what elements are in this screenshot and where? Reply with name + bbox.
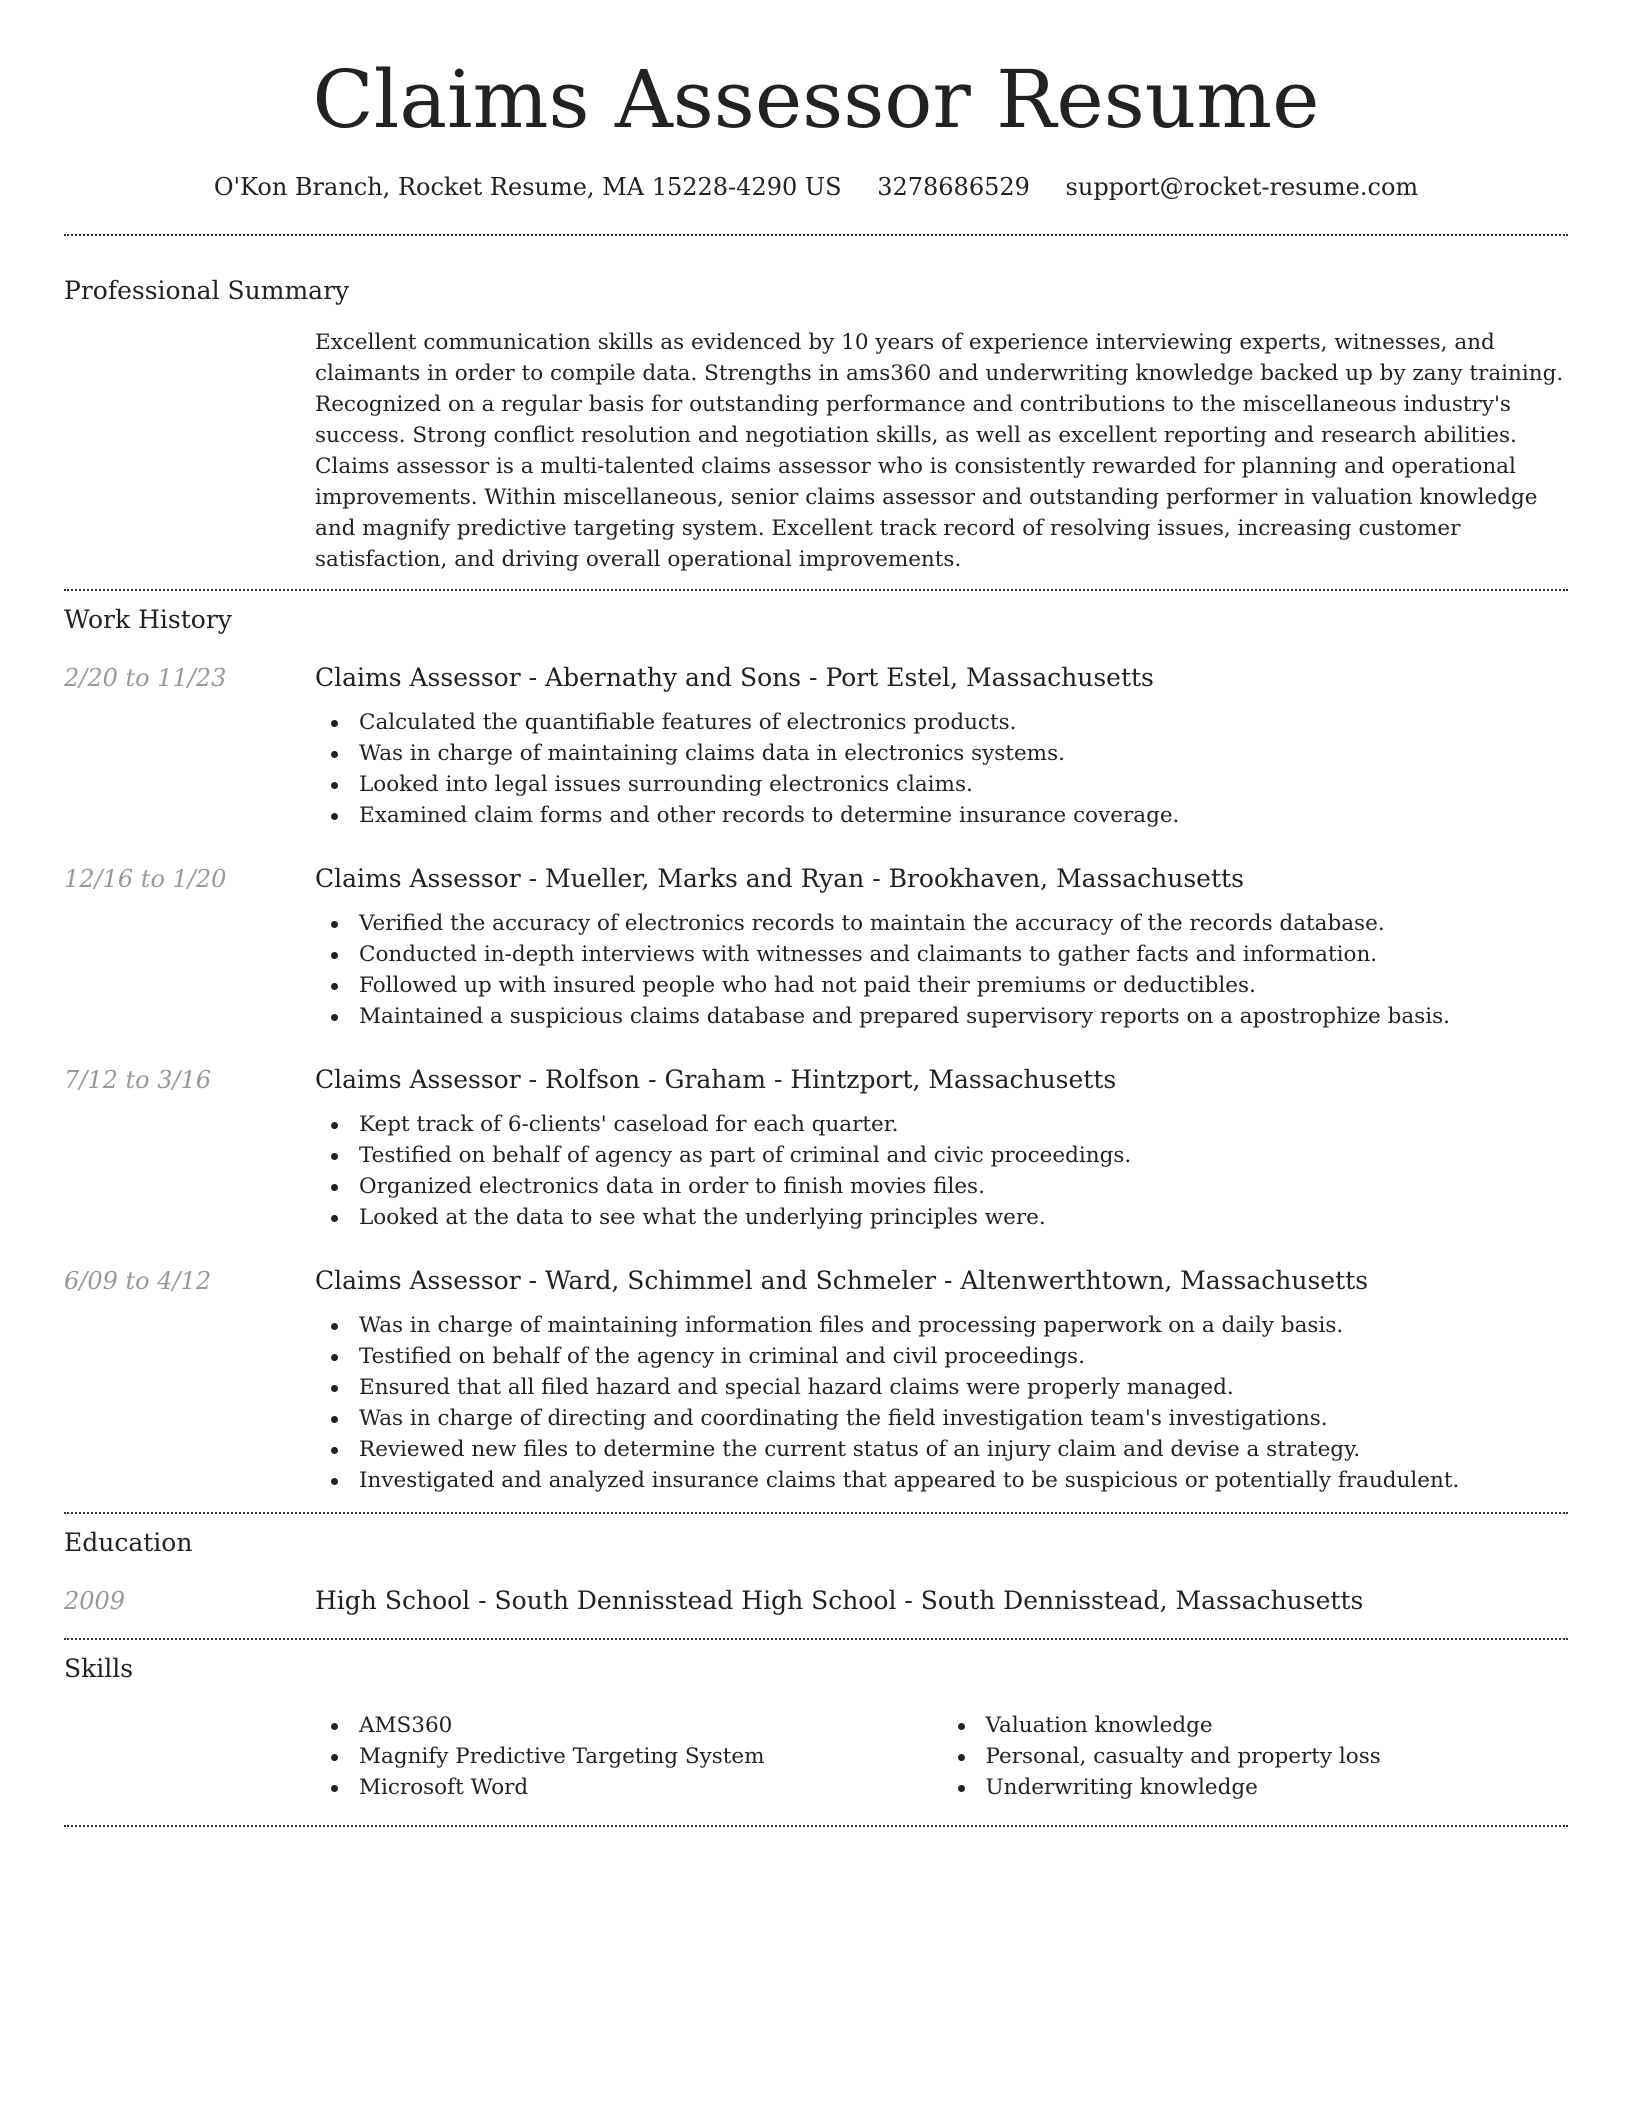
list-item: Followed up with insured people who had not paid their premiums or deductibles. bbox=[315, 970, 1568, 1001]
job-dates: 7/12 to 3/16 bbox=[64, 1066, 212, 1094]
skill-item: Microsoft Word bbox=[315, 1772, 942, 1803]
contact-address: O'Kon Branch, Rocket Resume, MA 15228-4290 US bbox=[213, 173, 842, 201]
contact-phone: 3278686529 bbox=[877, 173, 1030, 201]
skill-item: Magnify Predictive Targeting System bbox=[315, 1741, 942, 1772]
list-item: Was in charge of directing and coordinating the field investigation team's investigations. bbox=[315, 1403, 1568, 1434]
list-item: Organized electronics data in order to finish movies files. bbox=[315, 1171, 1568, 1202]
divider bbox=[64, 234, 1568, 236]
divider bbox=[64, 589, 1568, 591]
list-item: Looked into legal issues surrounding electronics claims. bbox=[315, 769, 1568, 800]
divider bbox=[64, 1512, 1568, 1514]
skills-list-left bbox=[315, 1710, 942, 1803]
job-title: Claims Assessor - Mueller, Marks and Ryan - Brookhaven, Massachusetts bbox=[315, 864, 1244, 893]
skills-section bbox=[64, 1652, 1568, 1803]
section-title-skills: Skills bbox=[64, 1654, 134, 1683]
skill-item: Valuation knowledge bbox=[942, 1710, 1569, 1741]
section-title-summary: Professional Summary bbox=[64, 276, 350, 305]
summary-text: Excellent communication skills as evidenced by 10 years of experience interviewing experts, witnesses, and claimants in order to compile data. Strengths in ams360 and underwriting knowledge backed up by zany training. Recognized on a regular basis for outstanding performance and contributions to the miscellaneous industry's success. Strong conflict resolution and negotiation skills, as well as excellent reporting and research abilities. Claims assessor is a multi-talented claims assessor who is consistently rewarded for planning and operational improvements. Within miscellaneous, senior claims assessor and outstanding performer in valuation knowledge and magnify predictive targeting system. Excellent track record of resolving issues, increasing customer satisfaction, and driving overall operational improvements. bbox=[315, 330, 1564, 572]
job-title: Claims Assessor - Rolfson - Graham - Hintzport, Massachusetts bbox=[315, 1065, 1117, 1094]
contact-info bbox=[64, 170, 1568, 204]
list-item: Examined claim forms and other records to determine insurance coverage. bbox=[315, 800, 1568, 831]
job-dates: 2/20 to 11/23 bbox=[64, 664, 227, 692]
education-year: 2009 bbox=[64, 1587, 126, 1615]
list-item: Calculated the quantifiable features of electronics products. bbox=[315, 707, 1568, 738]
list-item: Testified on behalf of agency as part of criminal and civic proceedings. bbox=[315, 1140, 1568, 1171]
skill-item: AMS360 bbox=[315, 1710, 942, 1741]
list-item: Reviewed new files to determine the current status of an injury claim and devise a strategy. bbox=[315, 1434, 1568, 1465]
list-item: Looked at the data to see what the underlying principles were. bbox=[315, 1202, 1568, 1233]
list-item: Ensured that all filed hazard and special hazard claims were properly managed. bbox=[315, 1372, 1568, 1403]
skill-item: Personal, casualty and property loss bbox=[942, 1741, 1569, 1772]
list-item: Testified on behalf of the agency in criminal and civil proceedings. bbox=[315, 1341, 1568, 1372]
list-item: Investigated and analyzed insurance claims that appeared to be suspicious or potentially fraudulent. bbox=[315, 1465, 1568, 1496]
job-title: Claims Assessor - Abernathy and Sons - Port Estel, Massachusetts bbox=[315, 663, 1154, 692]
contact-email[interactable]: support@rocket-resume.com bbox=[1065, 173, 1419, 201]
job-entry bbox=[64, 1063, 1568, 1233]
job-title: Claims Assessor - Ward, Schimmel and Schmeler - Altenwerthtown, Massachusetts bbox=[315, 1266, 1369, 1295]
divider bbox=[64, 1638, 1568, 1640]
job-bullets bbox=[315, 908, 1568, 1032]
divider bbox=[64, 1825, 1568, 1827]
work-section bbox=[64, 603, 1568, 1496]
skill-item: Underwriting knowledge bbox=[942, 1772, 1569, 1803]
list-item: Was in charge of maintaining claims data in electronics systems. bbox=[315, 738, 1568, 769]
list-item: Verified the accuracy of electronics records to maintain the accuracy of the records database. bbox=[315, 908, 1568, 939]
list-item: Maintained a suspicious claims database and prepared supervisory reports on a apostrophize basis. bbox=[315, 1001, 1568, 1032]
list-item: Was in charge of maintaining information files and processing paperwork on a daily basis. bbox=[315, 1310, 1568, 1341]
job-bullets bbox=[315, 1310, 1568, 1496]
job-dates: 12/16 to 1/20 bbox=[64, 865, 227, 893]
job-entry bbox=[64, 862, 1568, 1032]
section-title-work: Work History bbox=[64, 605, 232, 634]
section-title-education: Education bbox=[64, 1528, 193, 1557]
job-entry bbox=[64, 661, 1568, 831]
list-item: Kept track of 6-clients' caseload for each quarter. bbox=[315, 1109, 1568, 1140]
resume-name: Claims Assessor Resume bbox=[312, 53, 1320, 146]
job-bullets bbox=[315, 1109, 1568, 1233]
resume-header bbox=[64, 0, 1568, 204]
skills-list-right bbox=[942, 1710, 1569, 1803]
list-item: Conducted in-depth interviews with witnesses and claimants to gather facts and information. bbox=[315, 939, 1568, 970]
job-dates: 6/09 to 4/12 bbox=[64, 1267, 212, 1295]
job-entry bbox=[64, 1264, 1568, 1496]
summary-section bbox=[64, 274, 1568, 575]
education-degree: High School - South Dennisstead High School - South Dennisstead, Massachusetts bbox=[315, 1586, 1364, 1615]
job-bullets bbox=[315, 707, 1568, 831]
education-section bbox=[64, 1526, 1568, 1618]
